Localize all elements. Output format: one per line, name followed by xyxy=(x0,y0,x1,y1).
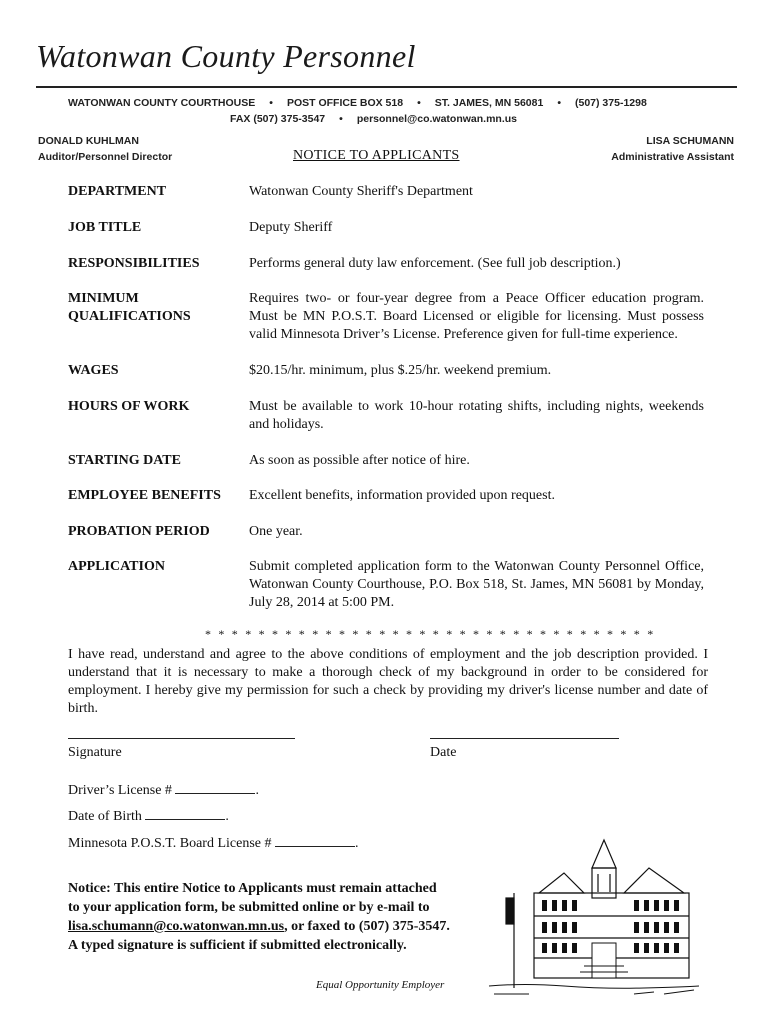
field-label: EMPLOYEE BENEFITS xyxy=(68,488,221,503)
field-value: Performs general duty law enforcement. (See full job description.) xyxy=(249,256,621,271)
equal-opportunity-footer: Equal Opportunity Employer xyxy=(316,979,445,991)
address-line-1 xyxy=(68,97,647,109)
bullet-separator: • xyxy=(339,113,343,125)
bullet-separator: • xyxy=(269,97,273,109)
field-label: DEPARTMENT xyxy=(68,184,167,199)
drivers-license-label: Driver’s License # xyxy=(68,783,172,798)
po-box: POST OFFICE BOX 518 xyxy=(286,97,404,109)
field-label: MINIMUM QUALIFICATIONS xyxy=(68,291,191,324)
courthouse-illustration xyxy=(484,838,704,998)
asterisk-separator: * * * * * * * * * * * * * * * * * * * * * * * * * * * * * * * * * * xyxy=(205,627,656,641)
field-value: Must be available to work 10-hour rotating shifts, including nights, weekends and holidays. xyxy=(249,399,704,432)
field-value: $20.15/hr. minimum, plus $.25/hr. weekend premium. xyxy=(249,363,552,378)
phone-number: (507) 375-1298 xyxy=(575,97,647,109)
email-address: personnel@co.watonwan.mn.us xyxy=(356,113,518,125)
field-label: RESPONSIBILITIES xyxy=(68,256,200,271)
field-value: Excellent benefits, information provided upon request. xyxy=(249,488,555,503)
date-of-birth-row xyxy=(68,808,229,825)
assistant-block xyxy=(611,133,734,165)
field-value: Submit completed application form to the Watonwan County Personnel Office, Watonwan County Courthouse, P.O. Box 518, St. James, MN 56081 by Monday, July 28, 2014 at 5:00 PM. xyxy=(249,559,704,610)
notice-line: lisa.schumann@co.watonwan.mn.us, or faxed to (507) 375-3547. xyxy=(68,919,450,934)
period: . xyxy=(355,836,359,851)
email-link[interactable]: lisa.schumann@co.watonwan.mn.us xyxy=(68,919,285,934)
date-label: Date xyxy=(430,745,457,760)
notice-line: A typed signature is sufficient if submitted electronically. xyxy=(68,938,407,953)
field-label: STARTING DATE xyxy=(68,453,181,468)
post-license-label: Minnesota P.O.S.T. Board License # xyxy=(68,836,272,851)
date-of-birth-label: Date of Birth xyxy=(68,809,142,824)
signature-line[interactable] xyxy=(68,738,295,739)
assistant-name: LISA SCHUMANN xyxy=(646,135,734,147)
assistant-title: Administrative Assistant xyxy=(611,151,734,163)
field-value: Requires two- or four-year degree from a Peace Officer education program. Must be MN P.O.S.T. Board Licensed or eligible for licensing. Must possess valid Minnesota Driver’s License. Preference given for full-time experience. xyxy=(249,291,704,342)
city-state-zip: ST. JAMES, MN 56081 xyxy=(434,97,544,109)
notice-line: to your application form, be submitted online or by e-mail to xyxy=(68,900,430,915)
notice-heading: NOTICE TO APPLICANTS xyxy=(293,148,460,163)
post-license-row xyxy=(68,835,359,852)
address-line-2 xyxy=(230,113,517,125)
courthouse-name: WATONWAN COUNTY COURTHOUSE xyxy=(68,97,256,109)
bullet-separator: • xyxy=(417,97,421,109)
field-label: JOB TITLE xyxy=(68,220,142,235)
field-value: One year. xyxy=(249,524,303,539)
page-title: Watonwan County Personnel xyxy=(36,38,416,74)
field-label: PROBATION PERIOD xyxy=(68,524,210,539)
field-value: As soon as possible after notice of hire. xyxy=(249,453,470,468)
director-block xyxy=(38,133,172,165)
field-label: HOURS OF WORK xyxy=(68,399,190,414)
drivers-license-row xyxy=(68,782,259,799)
notice-line: Notice: This entire Notice to Applicants must remain attached xyxy=(68,881,437,896)
period: . xyxy=(225,809,229,824)
field-label: WAGES xyxy=(68,363,119,378)
director-title: Auditor/Personnel Director xyxy=(38,151,173,163)
field-label: APPLICATION xyxy=(68,559,165,574)
field-value: Watonwan County Sheriff's Department xyxy=(249,184,473,199)
post-license-blank[interactable] xyxy=(275,835,355,847)
director-name: DONALD KUHLMAN xyxy=(38,135,139,147)
period: . xyxy=(255,783,259,798)
attachment-notice xyxy=(68,879,488,955)
title-divider xyxy=(36,86,737,88)
date-line[interactable] xyxy=(430,738,619,739)
field-value: Deputy Sheriff xyxy=(249,220,333,235)
consent-paragraph: I have read, understand and agree to the above conditions of employment and the job description provided. I understand that it is necessary to make a thorough check of my background in order to be considered for employment. I hereby give my permission for such a check by providing my driver's license number and date of birth. xyxy=(68,647,708,716)
fax-number: FAX (507) 375-3547 xyxy=(230,113,326,125)
bullet-separator: • xyxy=(557,97,561,109)
signature-label: Signature xyxy=(68,745,122,760)
date-of-birth-blank[interactable] xyxy=(145,808,225,820)
drivers-license-blank[interactable] xyxy=(175,782,255,794)
